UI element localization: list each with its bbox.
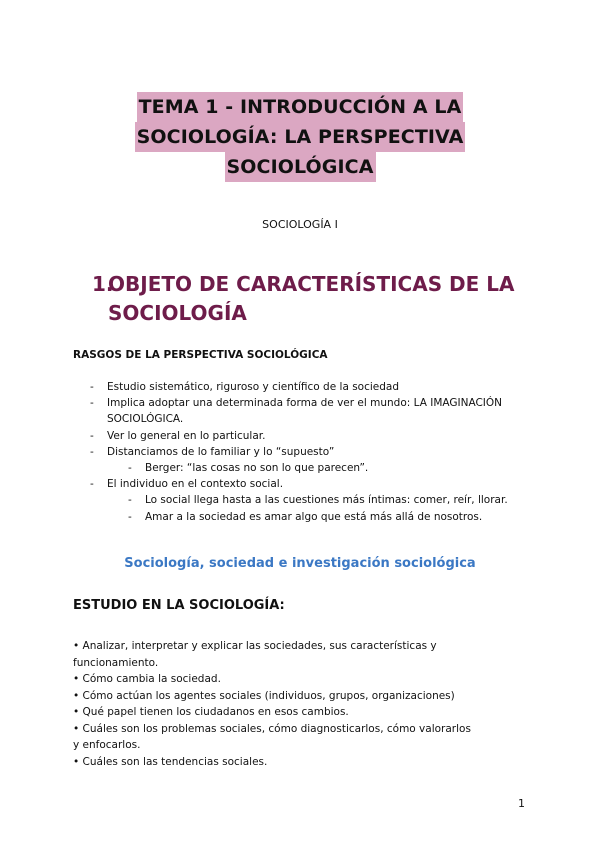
title-line: SOCIOLOGÍA: LA PERSPECTIVA [0,122,600,152]
list-item: - Estudio sistemático, riguroso y científico de la sociedad [90,379,540,395]
list-subitem: - Lo social llega hasta a las cuestiones más íntimas: comer, reír, llorar. [90,492,540,508]
list-item: • Analizar, interpretar y explicar las sociedades, sus características y funcionamiento. [73,640,437,669]
section-title-line: SOCIOLOGÍA [108,301,247,325]
section-number: 1. [92,272,114,296]
page-number: 1 [518,797,525,810]
list-subitem: - Berger: “las cosas no son lo que parecen”. [90,460,540,476]
list-subitem: - Amar a la sociedad es amar algo que está más allá de nosotros. [90,509,540,525]
section-heading [92,270,552,328]
title-line: TEMA 1 - INTRODUCCIÓN A LA [0,92,600,122]
rasgos-heading: RASGOS DE LA PERSPECTIVA SOCIOLÓGICA [73,349,328,361]
list-item: • Cuáles son las tendencias sociales. [73,755,268,768]
list-item: • Qué papel tienen los ciudadanos en esos cambios. [73,706,349,718]
list-item: • Cuáles son los problemas sociales, cómo diagnosticarlos, cómo valorarlos y enfocarlos. [73,722,471,751]
subject-label: SOCIOLOGÍA I [262,218,338,231]
title-line: SOCIOLÓGICA [0,152,600,182]
section-title-line: OBJETO DE CARACTERÍSTICAS DE LA [108,272,515,296]
list-item: - El individuo en el contexto social. [90,476,540,492]
list-item: - Ver lo general en lo particular. [90,428,540,444]
rasgos-list [90,379,540,525]
list-item: • Cómo cambia la sociedad. [73,673,221,685]
list-item: - Implica adoptar una determinada forma de ver el mundo: LA IMAGINACIÓN SOCIOLÓGICA. [90,395,540,427]
estudio-heading: ESTUDIO EN LA SOCIOLOGÍA: [73,598,285,613]
list-item: - Distanciamos de lo familiar y lo “supuesto” [90,444,540,460]
document-title [0,92,600,182]
list-item: • Cómo actúan los agentes sociales (individuos, grupos, organizaciones) [73,689,455,702]
estudio-list [73,638,473,770]
subheading: Sociología, sociedad e investigación sociológica [124,556,476,571]
